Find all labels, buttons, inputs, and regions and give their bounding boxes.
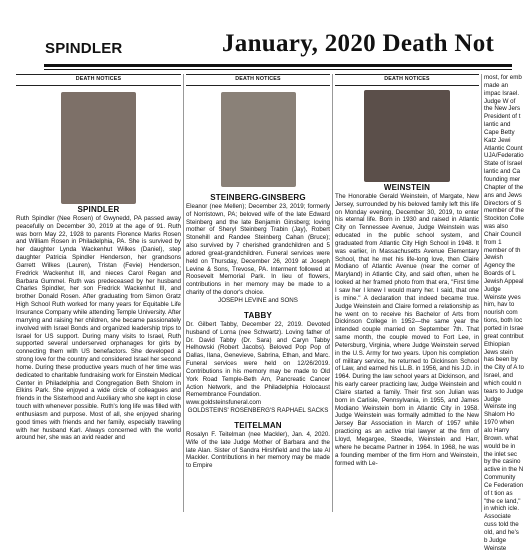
portrait-photo bbox=[364, 90, 450, 182]
obituary-text: Ruth Spindler (Nee Rosen) of Gwynedd, PA passed away peacefully on December 30, 2019 at the age of 91. Ruth was born May 22, 1928 to parents Florence Marks Rosen and William Rosen in Philadelphia, PA. She is survived by her daughter Lynda Wackenhut Wilkes (Daniel), step daughter Patricia Spindler Henderson, her grandsons Garrett Wilkes (Lauren), Tristan (Fevie) Henderson, Fredrick Wackenhut III, and nieces Carol Regan and Barbara Gummel. Ruth was predeceased by her husband Charles Spindler, her son Fredrick Wackenhut III, and brother Donald Rosen. After graduating from Simon Gratz High School Ruth worked for many years for Equitable Life Insurance Company while attending Temple University. After marrying and raising her children, she became passionately involved with Israel Bonds and organized leadership trips to Israel for US support. During many visits to Israel, Ruth supported several underserved orphanages for girls by connecting them with US benefactors. She developed a strong love for the country and considered Israel her second home. During these productive years much of her time was dedicated to charitable fundraising work for Einstein Medical Center in Philadelphia and Congregation Beth Sholom in Elkins Park. She enjoyed a wide circle of colleagues and friends in the Sisterhood and Auxiliary who she kept in close touch with whenever possible. Ruth's long life was filled with enthusiasm and purpose. Most of all, she enjoyed sharing good times with friends and her family, especially traveling with her husband Karl. Always concerned with the world around her, she was an avid reader and bbox=[16, 214, 181, 442]
funeral-home-signature: JOSEPH LEVINE and SONS bbox=[218, 296, 298, 304]
column-divider bbox=[183, 74, 184, 512]
header-rule-thick bbox=[44, 64, 512, 67]
header-rule-thin bbox=[44, 69, 512, 70]
obituary-name: WEINSTEIN bbox=[383, 182, 431, 192]
obituary-text: The Honorable Gerald Weinstein, of Margate, New Jersey, surrounded by his beloved family left this life on Monday evening, December 30, 2019, to enter his eternal life. Born in 1930 and raised in Atlantic City on Tennessee Avenue, Judge Weinstein was educated in the public school system, and graduated from Atlantic City High School in 1948. It was earlier, in Massachusetts Avenue Elementary School, that he met his life-long love, then Claire Modiano of Atlantic Avenue (near the corner of Maryland) in Atlantic City, and said often, when he looked at her framed photo from that era, "First time I saw her I knew I would marry her. I said, that one is mine." A declaration that indeed became true. Judge Weinstein and Claire formed a relationship as he went on to receive his Bachelor of Arts from Dickinson College in 1952—the same year the intended couple married on September 7th. That same month, the couple moved to Fort Lee, in Petersburg, Virginia, where Judge Weinstein served in the U.S. Army for two years. Upon his completion of military service, he returned to Dickinson School of Law, and earned his LL.B. in 1956, and his J.D. in 1964. During the law school years at Dickinson, and his early career practicing law, Judge Weinstein and Claire started a family. Their first son Julian was born in Carlisle, Pennsylvania, in 1955, and James Modiano Weinstein born in Atlantic City in 1958. Judge Weinstein was formally admitted to the New Jersey Bar Association in March of 1957 while practicing as an active trial lawyer at the firm of Lloyd, Megargee, Steedle, Weinstein and Harr, where he became Partner in 1964. In 1968, he was a founding member of the firm Horn and Weinstein, formed with Le- bbox=[335, 192, 479, 467]
column-divider bbox=[332, 74, 333, 512]
header-name: SPINDLER bbox=[45, 40, 123, 57]
obituary-column-continued bbox=[484, 74, 524, 552]
obituary-column-weinstein bbox=[335, 74, 479, 512]
funeral-home-signature: GOLDSTEINS' ROSENBERG'S RAPHAEL SACKS bbox=[187, 407, 329, 415]
portrait-photo bbox=[61, 92, 136, 204]
obituary-name: STEINBERG-GINSBERG bbox=[210, 192, 306, 202]
funeral-home-url: www.goldsteinsfuneral.com bbox=[186, 399, 261, 407]
obituary-text: Rosalyn F. Teitelman (nee Mackler), Jan. 4, 2020. Wife of the late Judge Mother of Barbara and the late Alan. Sister of Sandra Hirshfield and the late Al Mackler. Contributions in her memory may be made to Empire bbox=[186, 430, 330, 470]
obituary-name: SPINDLER bbox=[77, 204, 120, 214]
obituary-column-spindler bbox=[16, 74, 181, 512]
obituary-name: TABBY bbox=[244, 310, 272, 320]
obituary-text: Dr. Gilbert Tabby, December 22, 2019. Devoted husband of Lorna (nee Schwartz). Loving father of Dr. David Tabby (Dr. Sara) and Caryn Tabby Helhowski (Robert Jacobs). Beloved Pop Pop of Dallas, Ilana, Genevieve, Sabrina, Ethan, and Marc. Funeral services were held on 12/26/2019. Contributions in his memory may be made to Old York Road Temple-Beth Am, Pancreatic Cancer Action Network, and the Philadelphia Holocaust Remembrance Foundation. bbox=[186, 320, 330, 399]
section-label: DEATH NOTICES bbox=[16, 74, 181, 86]
column-divider bbox=[481, 74, 482, 512]
section-label: DEATH NOTICES bbox=[335, 74, 479, 86]
section-label: DEATH NOTICES bbox=[186, 74, 330, 86]
obituary-column-middle bbox=[186, 74, 330, 512]
obituary-text: Eleanor (nee Mellen); December 23, 2019; formerly of Norristown, PA; beloved wife of the late Edward Steinberg and the late Benjamin Ginsberg; loving mother of Sheryl Steinberg Trabin (Jay), Robert Stonehill and Randee Steinberg Cahan (Bruce); also survived by 7 cherished grandchildren and 5 adored great-grandchildren. Funeral services were held on Thursday, December 26, 2019 at Joseph Levine & Sons, Trevose, PA. Interment followed at Roosevelt Memorial Park. In lieu of flowers, contributions in her memory may be made to a charity of the donor's choice. bbox=[186, 202, 330, 297]
page-title: January, 2020 Death Not bbox=[222, 30, 495, 57]
obituary-text: most, for emb made an impac Israel. Judge W of the New Jers President of t lantic and Cape Betty Katz Jewi Atlantic Count UJA/Federatio State of Israel lantic and Ca founding mer Chapter of the ans and Jews Directors of S member of the Stockton Colle was also Chair Council from 1 member of th Jewish Agency the Boards of L Jewish Appeal Judge Weinste yves him, hav to nourish com tions, both loc ported in Israe great contribut Ethiopian Jews stein has been by the City of A to Israel, and which could n tears to Judge Judge Weinste ing Shalom Ho 1970 when alo Harry Brown. what would be in the inlet sec by the casino active in the N Community Ce Federation of t tion as "the ce land," in which icle. Associate cuss told the old, and he's b Judge Weinste bbox=[484, 74, 524, 552]
portrait-photo bbox=[221, 92, 296, 187]
obituary-name: TEITELMAN bbox=[234, 420, 282, 430]
